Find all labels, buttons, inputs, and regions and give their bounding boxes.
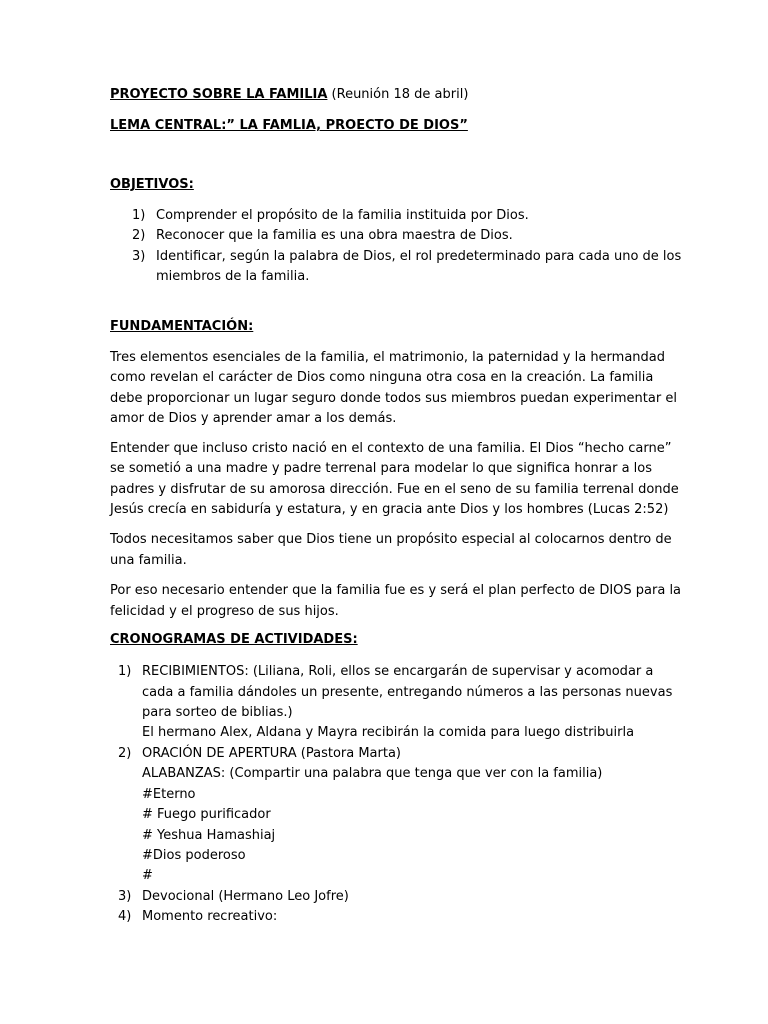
list-item: Reconocer que la familia es una obra maestra de Dios.: [156, 228, 513, 243]
list-item-continuation: ALABANZAS: (Compartir una palabra que tenga que ver con la familia): [142, 766, 603, 781]
objetivos-heading: OBJETIVOS:: [110, 177, 194, 192]
paragraph-line: felicidad y el progreso de sus hijos.: [110, 604, 339, 619]
list-number: 4): [118, 909, 132, 924]
list-item-continuation: # Yeshua Hamashiaj: [142, 828, 276, 843]
list-item: Comprender el propósito de la familia instituida por Dios.: [156, 208, 529, 223]
list-item-continuation: para sorteo de biblias.): [142, 705, 293, 720]
list-item-continuation: #Dios poderoso: [142, 848, 246, 863]
paragraph-line: amor de Dios y aprender amar a los demás.: [110, 411, 397, 426]
list-number: 3): [118, 889, 132, 904]
paragraph-line: debe proporcionar un lugar seguro donde todos sus miembros puedan experimentar el: [110, 391, 677, 406]
list-item: Devocional (Hermano Leo Jofre): [142, 889, 349, 904]
paragraph-line: padres y disfrutar de su amorosa dirección. Fue en el seno de su familia terrenal donde: [110, 482, 679, 497]
list-item-continuation: #Eterno: [142, 787, 196, 802]
lema-heading: LEMA CENTRAL:” LA FAMLIA, PROECTO DE DIOS”: [110, 118, 468, 133]
title-heading: PROYECTO SOBRE LA FAMILIA: [110, 87, 328, 102]
list-number: 1): [132, 208, 146, 223]
paragraph-line: Tres elementos esenciales de la familia, el matrimonio, la paternidad y la hermandad: [110, 350, 666, 365]
list-item-continuation: #: [142, 868, 153, 883]
paragraph-line: como revelan el carácter de Dios como ninguna otra cosa en la creación. La familia: [110, 370, 654, 385]
list-item-continuation: miembros de la familia.: [156, 269, 310, 284]
paragraph-line: se sometió a una madre y padre terrenal para modelar lo que significa honrar a los: [110, 461, 653, 476]
list-item: Identificar, según la palabra de Dios, el rol predeterminado para cada uno de los: [156, 249, 682, 264]
list-item-continuation: # Fuego purificador: [142, 807, 271, 822]
list-number: 2): [118, 746, 132, 761]
title-subtitle: (Reunión 18 de abril): [327, 87, 469, 102]
list-number: 2): [132, 228, 146, 243]
paragraph-line: Todos necesitamos saber que Dios tiene un propósito especial al colocarnos dentro de: [110, 532, 672, 547]
cronograma-heading: CRONOGRAMAS DE ACTIVIDADES:: [110, 632, 358, 647]
fundamentacion-heading: FUNDAMENTACIÓN:: [110, 319, 254, 334]
paragraph-line: Entender que incluso cristo nació en el contexto de una familia. El Dios “hecho carne”: [110, 441, 672, 456]
list-item: Momento recreativo:: [142, 909, 278, 924]
paragraph-line: Jesús crecía en sabiduría y estatura, y en gracia ante Dios y los hombres (Lucas 2:52): [110, 502, 669, 517]
list-number: 1): [118, 664, 132, 679]
list-item-continuation: El hermano Alex, Aldana y Mayra recibirán la comida para luego distribuirla: [142, 725, 635, 740]
paragraph-line: una familia.: [110, 553, 187, 568]
paragraph-line: Por eso necesario entender que la familia fue es y será el plan perfecto de DIOS para la: [110, 583, 682, 598]
document-title: [110, 85, 468, 105]
list-item: RECIBIMIENTOS: (Liliana, Roli, ellos se encargarán de supervisar y acomodar a: [142, 664, 654, 679]
list-number: 3): [132, 249, 146, 264]
list-item-continuation: cada a familia dándoles un presente, entregando números a las personas nuevas: [142, 685, 673, 700]
list-item: ORACIÓN DE APERTURA (Pastora Marta): [142, 746, 402, 761]
